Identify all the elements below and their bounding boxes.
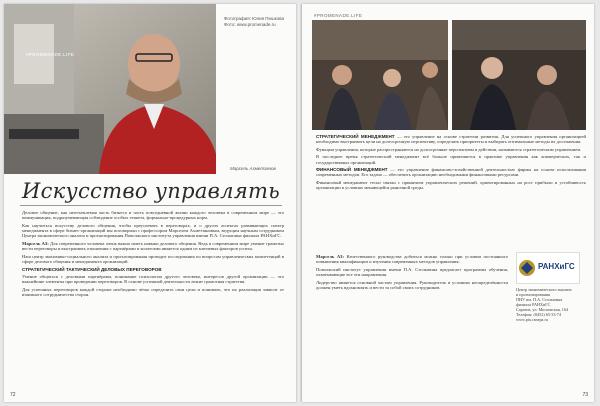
paragraph-text: — это управление финансово-хозяйственной деятельностью фирмы на основе использования современных методов. Его задача — обеспечить организацию необходимыми финансовыми ресурсами. bbox=[316, 167, 586, 178]
sidebar-line: Саратов, ул. Московская, 164 bbox=[516, 307, 569, 312]
section-heading: СТРАТЕГИЧЕСКИЙ ТАКТИЧЕСКИЙ ДЕЛОВЫХ ПЕРЕГОВОРОВ bbox=[22, 267, 162, 273]
body-paragraph bbox=[316, 180, 586, 191]
paragraph-text: — это управление на основе стратегии развития. Для успешного управления организацией необходимо выстраивать цели на долгосрочную перспективу, определять приоритеты и выбирать оптимальные методы их достижения. bbox=[316, 134, 586, 145]
qa-speaker: Марсель АЗ: bbox=[316, 254, 345, 259]
body-paragraph bbox=[316, 154, 586, 165]
left-page bbox=[4, 4, 296, 402]
qa-paragraph bbox=[22, 241, 284, 252]
logo-text: РАНХиГС bbox=[538, 262, 575, 271]
paragraph-text: Функции управления, которые распространяются на долгосрочные перспективы в действии, называются стратегическим управлением. bbox=[316, 146, 582, 152]
sidebar-line: Центр экономического анализа bbox=[516, 287, 572, 292]
qa-paragraph bbox=[316, 254, 508, 265]
qa-paragraph bbox=[316, 267, 508, 278]
qa-text: Качественного руководства добиться можно только при условии постоянного повышения квалификации и изучения современных методов управления. bbox=[316, 254, 508, 265]
closing-paragraph: Лидерство является основной частью управления. Руководитель в условиях неопределённости должен уметь вдохновлять и вести за собой своих сотрудников. bbox=[316, 279, 508, 290]
sidebar bbox=[516, 252, 580, 322]
qa-paragraph bbox=[22, 254, 284, 265]
right-qa-column bbox=[316, 254, 508, 292]
intro-paragraph: Деловое общение, как неотъемлемая часть бизнеса и часть повседневной жизни каждого человека в современном мире — это коммуникация, подразумевающая соблюдение особых этикета, формально-процедурных норм. bbox=[22, 210, 284, 221]
page-number: 72 bbox=[10, 392, 16, 398]
header-tag: #PROMENADE.LIFE bbox=[314, 13, 363, 18]
intro-paragraph: Как научиться искусству делового общения, чтобы преуспевать в переговорах, и о других аспектах развивающих спектр менеджмента в сфере бизнес-организаций мы поговорили с профессором Марселем Ахметзяновым, ведущим научным сотрудником Центра экономического анализа и прогнозирования Поволжского института управления имени П.А. Столыпина филиала РАНХиГС. bbox=[22, 222, 284, 239]
photo-credits bbox=[224, 16, 292, 27]
paragraph-heading: ФИНАНСОВЫЙ МЕНЕДЖМЕНТ bbox=[316, 167, 388, 173]
sidebar-line: ПИУ им. П.А. Столыпина bbox=[516, 297, 563, 302]
body-paragraph bbox=[316, 134, 586, 145]
portrait-photo bbox=[4, 4, 216, 174]
article-title: Искусство управлять bbox=[22, 179, 280, 203]
portrait-illustration bbox=[4, 4, 216, 174]
body-paragraph bbox=[316, 167, 586, 178]
photo-credit-line: Фото: www.promenade.ru bbox=[224, 21, 276, 27]
conference-photo-left bbox=[312, 20, 448, 130]
conference-illustration bbox=[312, 20, 448, 130]
sidebar-line[interactable]: www.piu.ranepa.ru bbox=[516, 317, 548, 322]
qa-text: Наш центр экономико-социального анализа и прогнозирования проводит исследования по вопросам управленческих компетенций в сфере делового общения и менеджмента организаций. bbox=[22, 253, 284, 264]
left-column bbox=[22, 210, 284, 300]
ranepa-logo bbox=[516, 252, 580, 284]
qa-text: Поволжский институт управления имени П.А. Столыпина предлагает программы обучения, охватывающие все эти направления. bbox=[316, 266, 508, 278]
paragraph-text: Финансовый менеджмент тесно связан с принятием управленческих решений, ориентированных на рост прибыли и устойчивость организации в условиях меняющейся рыночной среды. bbox=[316, 179, 586, 191]
sidebar-line: филиала РАНХиГС bbox=[516, 302, 551, 307]
sidebar-line: Телефон: (8452) 65-33-74 bbox=[516, 312, 562, 317]
title-divider bbox=[20, 205, 282, 206]
audience-illustration bbox=[452, 20, 586, 130]
header-tag: #PROMENADE.LIFE bbox=[26, 52, 75, 57]
body-paragraph bbox=[316, 147, 586, 152]
qa-speaker: Марсель АЗ: bbox=[22, 240, 49, 246]
paragraph-heading: СТРАТЕГИЧЕСКИЙ МЕНЕДЖМЕНТ bbox=[316, 134, 395, 139]
section-paragraph: Для успешных переговоров каждой стороне необходимо чётко определить свои цели и понимать, что их реализация зависит от взаимного сотрудничества сторон. bbox=[22, 286, 284, 298]
sidebar-text bbox=[516, 287, 580, 322]
qa-text: Для современного человека очень важно иметь навыки делового общения. Ведь в современном мире умение грамотно вести переговоры и выстраивать отношения с партнёрами и коллегами является одним из ключевых факторов успеха. bbox=[22, 240, 284, 252]
paragraph-text: В последнее время стратегический менеджмент всё больше применяется в практике управления как коммерческих, так и государственных организаций. bbox=[316, 154, 586, 165]
conference-photo-right bbox=[452, 20, 586, 130]
photo-caption: Марсель Ахметзянов bbox=[230, 166, 276, 171]
sidebar-line: и прогнозирования bbox=[516, 292, 551, 297]
page-number: 73 bbox=[582, 392, 588, 398]
right-column bbox=[316, 134, 586, 193]
section-paragraph: Умение общаться с деловыми партнёрами, понимание психологии другого человека, интересов другой организации — это важнейшие элементы при проведении переговоров. В основе успешной деятельности лежит грамотная стратегия. bbox=[22, 274, 284, 285]
right-page bbox=[302, 4, 594, 402]
photo-credit-line: Фотография: Юлия Пешкова bbox=[224, 16, 285, 21]
